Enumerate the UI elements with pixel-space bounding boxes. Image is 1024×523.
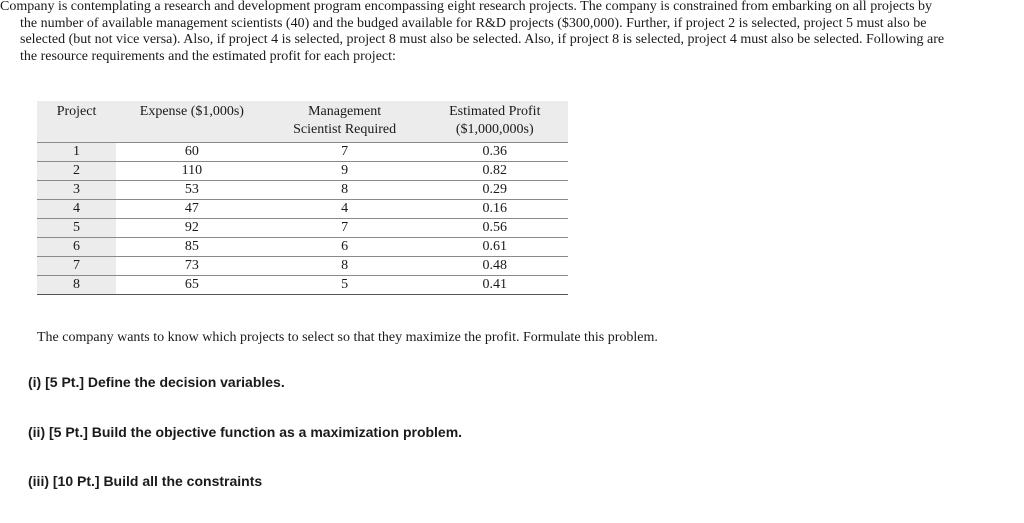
problem-statement: [0, 0, 1000, 65]
cell-expense: 73: [184, 258, 199, 273]
table-row: [37, 200, 568, 219]
cell-project: 8: [37, 276, 116, 295]
cell-project: 1: [37, 143, 116, 162]
cell-expense: 65: [184, 277, 199, 292]
header-profit-line1: Estimated Profit: [449, 104, 541, 119]
cell-scientists: 5: [341, 277, 349, 292]
part-i: (i) [5 Pt.] Define the decision variables.: [28, 374, 285, 390]
cell-expense: 92: [184, 220, 199, 235]
table-row: [37, 257, 568, 276]
cell-project: 6: [37, 238, 116, 257]
header-expense: Expense ($1,000s): [116, 101, 268, 143]
part-ii: (ii) [5 Pt.] Build the objective function as a maximization problem.: [28, 424, 463, 440]
cell-expense: 60: [184, 144, 199, 159]
cell-expense: 85: [184, 239, 199, 254]
header-project: Project: [37, 101, 116, 143]
cell-project: 5: [37, 219, 116, 238]
cell-profit: 0.56: [482, 220, 508, 235]
cell-profit: 0.16: [482, 201, 508, 216]
table-row: [37, 162, 568, 181]
cell-profit: 0.48: [482, 258, 508, 273]
cell-profit: 0.41: [482, 277, 508, 292]
part-iii: (iii) [10 Pt.] Build all the constraints: [28, 473, 263, 489]
cell-profit: 0.82: [482, 163, 508, 178]
question-text: The company wants to know which projects to select so that they maximize the profit. Formulate this problem.: [37, 330, 658, 345]
cell-expense: 53: [184, 182, 199, 197]
table-row: [37, 276, 568, 295]
cell-expense: 47: [184, 201, 199, 216]
cell-profit: 0.29: [482, 182, 508, 197]
table-row: [37, 238, 568, 257]
cell-scientists: 8: [341, 182, 349, 197]
project-table: [37, 101, 568, 295]
cell-profit: 0.61: [482, 239, 508, 254]
table-header-row: [37, 101, 568, 143]
cell-scientists: 9: [341, 163, 349, 178]
header-profit-line2: ($1,000,000s): [455, 122, 534, 137]
intro-line-2: the number of available management scientists (40) and the budged available for R&D projects ($300,000). Further, if project 2 is selected, project 5 must also be: [20, 15, 927, 31]
intro-line-4: the resource requirements and the estimated profit for each project:: [20, 48, 396, 64]
table-row: [37, 143, 568, 162]
intro-line-3: selected (but not vice versa). Also, if project 4 is selected, project 8 must also be selected. Also, if project 8 is selected, project 4 must also be selected. Following are: [20, 32, 945, 47]
cell-project: 3: [37, 181, 116, 200]
header-scientists-line1: Management: [308, 104, 382, 119]
cell-expense: 110: [181, 163, 203, 178]
cell-project: 7: [37, 257, 116, 276]
cell-scientists: 7: [341, 144, 349, 159]
cell-scientists: 8: [341, 258, 349, 273]
cell-profit: 0.36: [482, 144, 508, 159]
table-row: [37, 181, 568, 200]
header-scientists-line2: Scientist Required: [293, 122, 397, 137]
header-profit: [422, 101, 568, 143]
cell-scientists: 4: [341, 201, 349, 216]
table-row: [37, 219, 568, 238]
intro-line-1: Company is contemplating a research and development program encompassing eight research projects. The company is constrained from embarking on all projects by: [0, 0, 933, 14]
cell-project: 4: [37, 200, 116, 219]
cell-scientists: 7: [341, 220, 349, 235]
header-scientists: [268, 101, 422, 143]
cell-scientists: 6: [341, 239, 349, 254]
cell-project: 2: [37, 162, 116, 181]
